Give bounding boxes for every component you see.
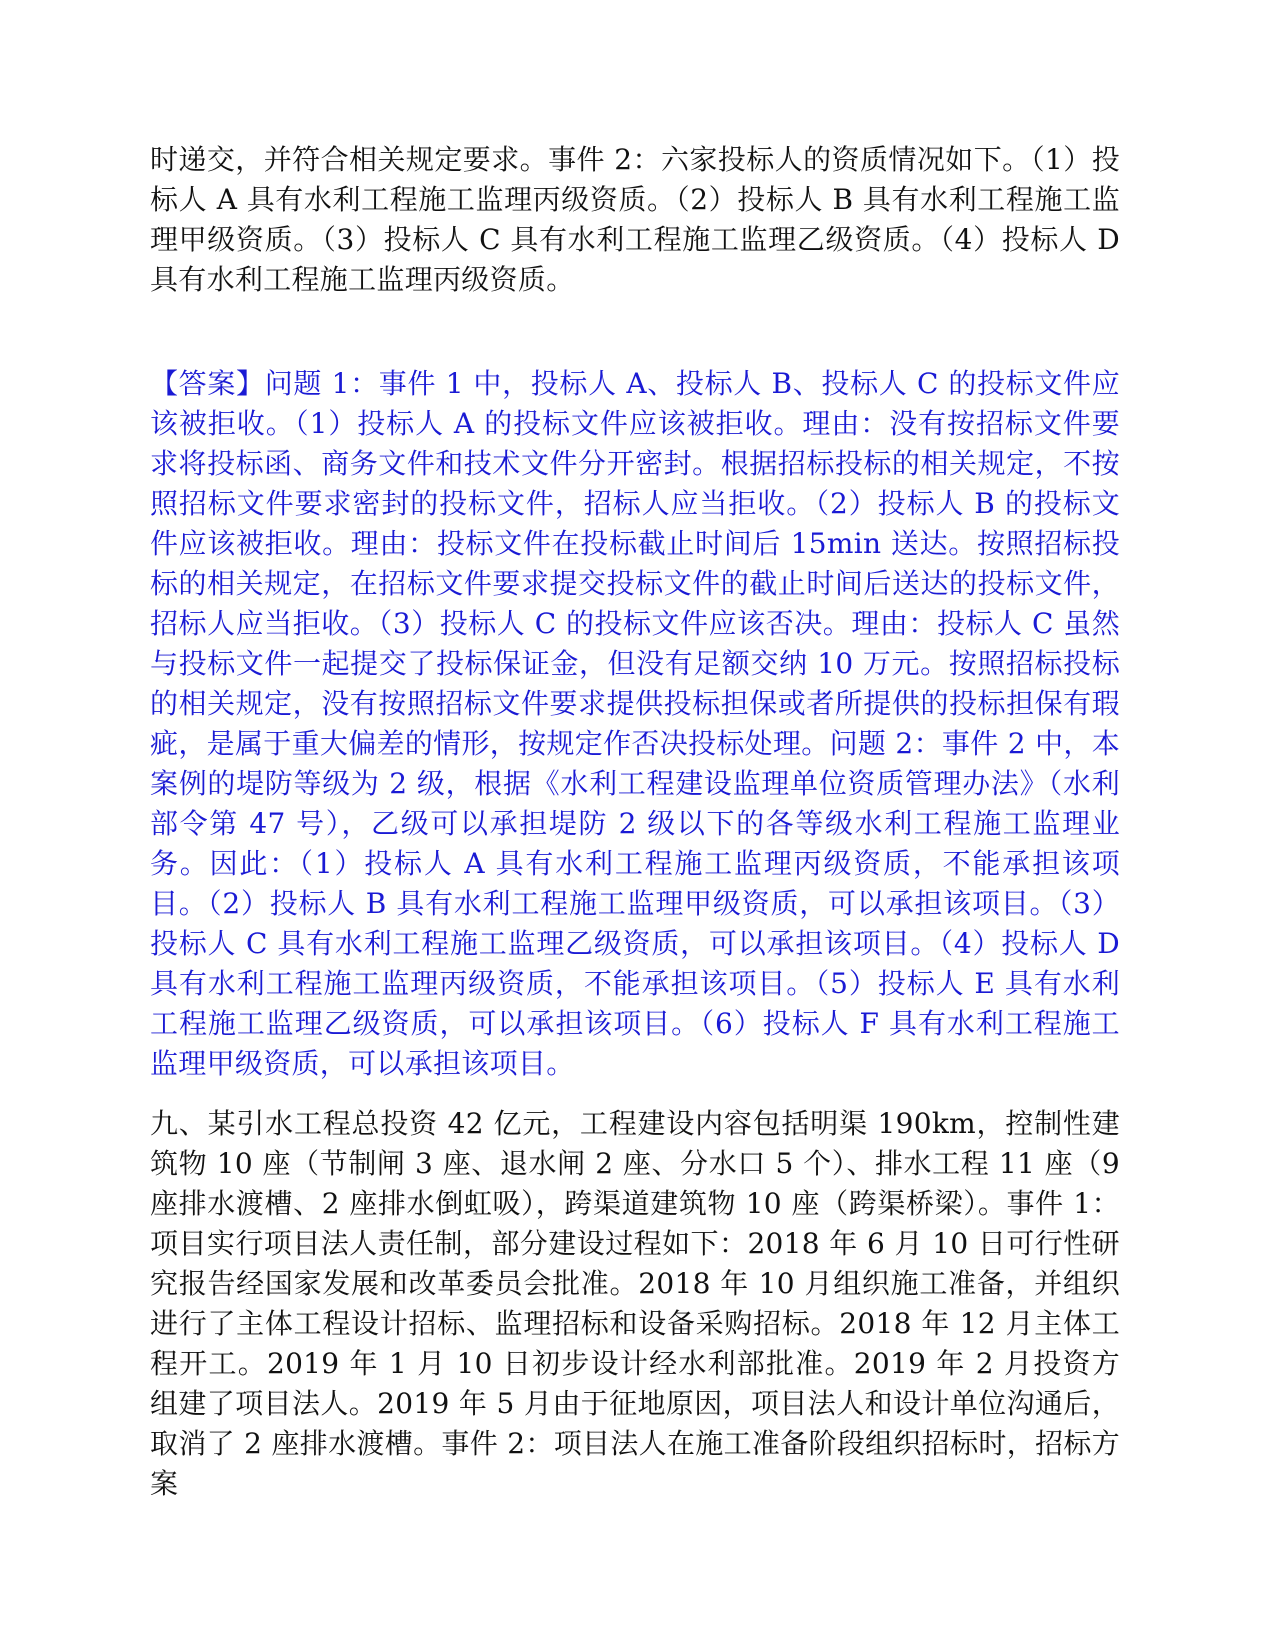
- document-page: [150, 140, 1120, 1504]
- answer-paragraph: 【答案】问题 1：事件 1 中，投标人 A、投标人 B、投标人 C 的投标文件应该被拒收。（1）投标人 A 的投标文件应该被拒收。理由：没有按招标文件要求将投标函、商务文件和技术文件分开密封。根据招标投标的相关规定，不按照招标文件要求密封的投标文件，招标人应当拒收。（2）投标人 B 的投标文件应该被拒收。理由：投标文件在投标截止时间后 15min 送达。按照招标投标的相关规定，在招标文件要求提交投标文件的截止时间后送达的投标文件，招标人应当拒收。（3）投标人 C 的投标文件应该否决。理由：投标人 C 虽然与投标文件一起提交了投标保证金，但没有足额交纳 10 万元。按照招标投标的相关规定，没有按照招标文件要求提供投标担保或者所提供的投标担保有瑕疵，是属于重大偏差的情形，按规定作否决投标处理。问题 2：事件 2 中，本案例的堤防等级为 2 级，根据《水利工程建设监理单位资质管理办法》（水利部令第 47 号），乙级可以承担堤防 2 级以下的各等级水利工程施工监理业务。因此：（1）投标人 A 具有水利工程施工监理丙级资质，不能承担该项目。（2）投标人 B 具有水利工程施工监理甲级资质，可以承担该项目。（3）投标人 C 具有水利工程施工监理乙级资质，可以承担该项目。（4）投标人 D 具有水利工程施工监理丙级资质，不能承担该项目。（5）投标人 E 具有水利工程施工监理乙级资质，可以承担该项目。（6）投标人 F 具有水利工程施工监理甲级资质，可以承担该项目。: [150, 367, 1120, 1080]
- paragraph-spacer: [150, 300, 1120, 364]
- question-continuation-paragraph: 时递交，并符合相关规定要求。事件 2：六家投标人的资质情况如下。（1）投标人 A 具有水利工程施工监理丙级资质。（2）投标人 B 具有水利工程施工监理甲级资质。（3）投标人 C 具有水利工程施工监理乙级资质。（4）投标人 D 具有水利工程施工监理丙级资质。: [150, 143, 1120, 296]
- paragraph-spacer: [150, 1084, 1120, 1104]
- question-nine-paragraph: 九、某引水工程总投资 42 亿元，工程建设内容包括明渠 190km，控制性建筑物 10 座（节制闸 3 座、退水闸 2 座、分水口 5 个）、排水工程 11 座（9 座排水渡槽、2 座排水倒虹吸），跨渠道建筑物 10 座（跨渠桥梁）。事件 1：项目实行项目法人责任制，部分建设过程如下：2018 年 6 月 10 日可行性研究报告经国家发展和改革委员会批准。2018 年 10 月组织施工准备，并组织进行了主体工程设计招标、监理招标和设备采购招标。2018 年 12 月主体工程开工。2019 年 1 月 10 日初步设计经水利部批准。2019 年 2 月投资方组建了项目法人。2019 年 5 月由于征地原因，项目法人和设计单位沟通后，取消了 2 座排水渡槽。事件 2：项目法人在施工准备阶段组织招标时，招标方案: [150, 1107, 1120, 1500]
